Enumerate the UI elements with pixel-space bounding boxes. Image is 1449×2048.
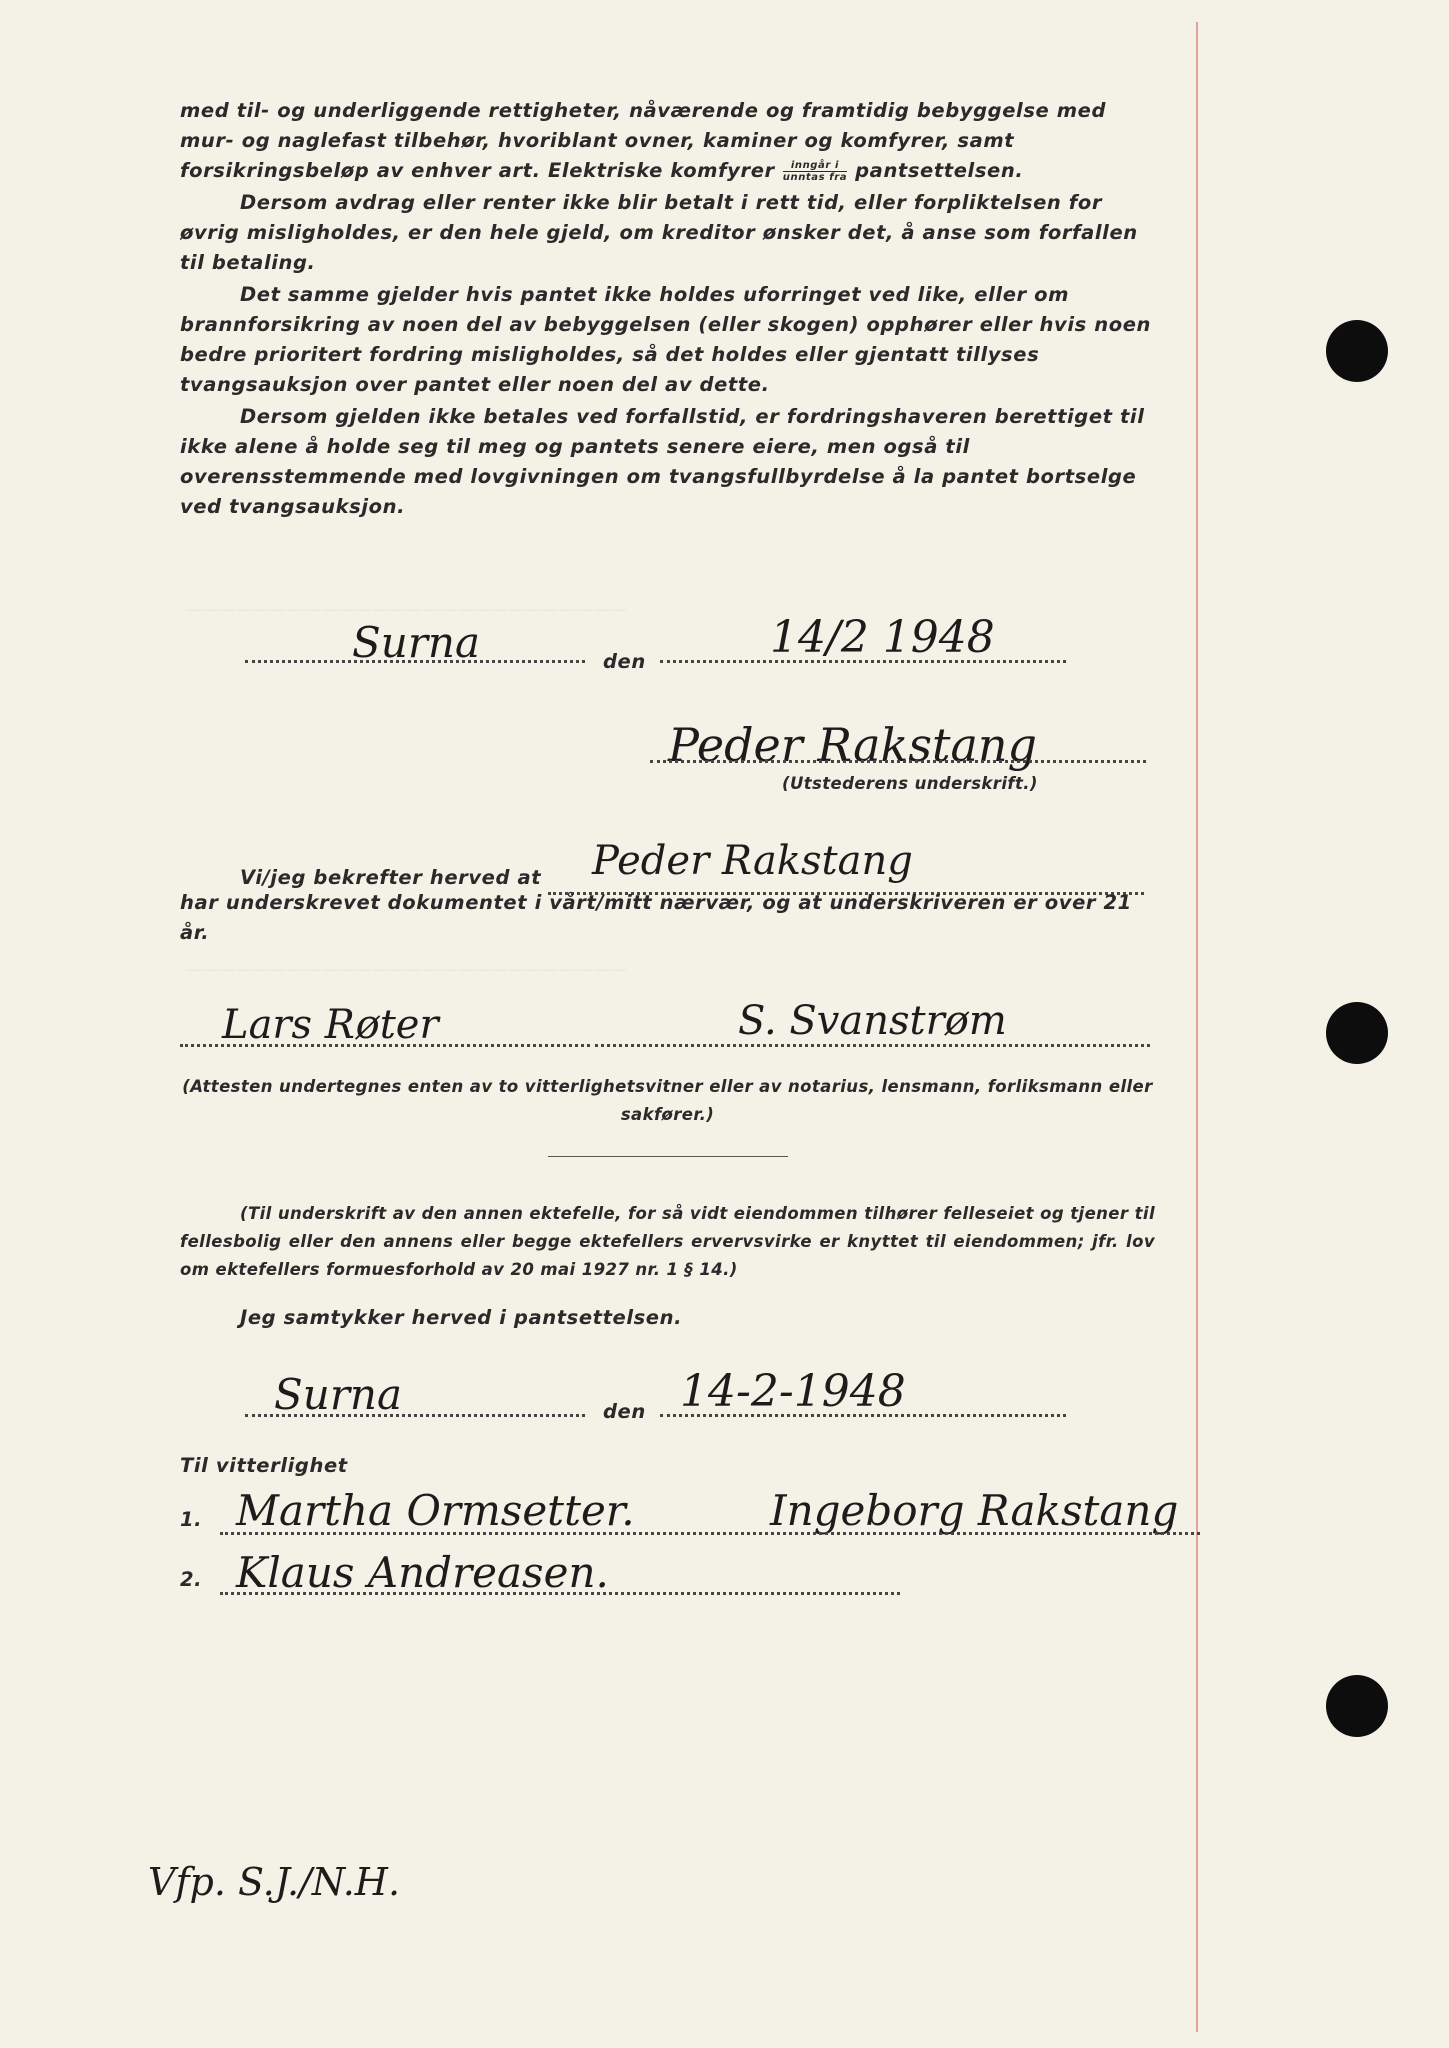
margin-rule [1196,22,1198,2032]
vitterlighet-witness-1: Martha Ormsetter. [236,1486,635,1535]
fraction-choice: $\frac{\text{inngår i}}{\text{unntas fra}}$ [782,160,848,183]
issuer-caption: (Utstederens underskrift.) [782,774,1038,793]
spouse-signature: Ingeborg Rakstang [770,1486,1179,1535]
punch-hole [1326,320,1388,382]
witness-signature-1: Lars Røter [222,1002,439,1048]
witness-note: (Attesten undertegnes enten av to vitterlighetsvitner eller av notarius, lensmann, forliksmann eller sakfører.) [182,1077,1153,1124]
witness-number-1: 1. [180,1508,203,1531]
punch-hole [1326,1002,1388,1064]
vitterlighet-witness-2: Klaus Andreasen. [236,1548,609,1597]
punch-hole [1326,1675,1388,1737]
witness-line-2 [220,1592,900,1595]
date-handwritten-2: 14-2-1948 [680,1366,906,1417]
den-label: den [603,650,646,673]
paragraph-default: Dersom avdrag eller renter ikke blir betalt i rett tid, eller forpliktelsen for øvrig misligholdes, er den hele gjeld, om kreditor ønsker det, å anse som forfallen til betaling. [180,191,1138,274]
witness-line-1 [220,1532,1200,1535]
paragraph-enforcement: Dersom gjelden ikke betales ved forfallstid, er fordringshaveren berettiget til ikke alene å holde seg til meg og pantets senere eiere, men også til overensstemmende med lovgivningen om tvangsfullbyrdelse å la pantet bortselge ved tvangsauksjon. [180,405,1145,518]
place-dotted-line-2 [245,1414,585,1417]
date-dotted-line-2 [660,1414,1066,1417]
place-handwritten-2: Surna [274,1370,402,1419]
witness-dotted-line-2 [595,1044,1150,1047]
place-dotted-line [245,660,585,663]
witness-signature-2: S. Svanstrøm [738,998,1007,1044]
paragraph-property: med til- og underliggende rettigheter, nåværende og framtidig bebyggelse med mur- og naglefast tilbehør, hvoriblant ovner, kaminer og komfyrer, samt forsikringsbeløp av enhver art. Elektriske komfyrer $\frac{\text{inngår i}}{\text{unntas fra}}$ pantsettelsen. [180,99,1107,183]
witness-dotted-line-1 [180,1044,590,1047]
confirm-text: har underskrevet dokumentet i vårt/mitt nærvær, og at underskriveren er over 21 år. [180,891,1132,944]
footer-note: Vfp. S.J./N.H. [148,1860,401,1904]
confirm-prefix: Vi/jeg bekrefter herved at [240,866,542,889]
place-handwritten: Surna [352,618,480,667]
issuer-signature: Peder Rakstang [668,718,1037,772]
signature-dotted-line [650,760,1146,763]
confirm-name-handwritten: Peder Rakstang [592,838,913,884]
den-label-2: den [603,1400,646,1423]
bleed-through: —————————————————————————— [185,960,627,980]
vitterlighet-heading: Til vitterlighet [180,1454,348,1477]
paragraph-condition: Det samme gjelder hvis pantet ikke holdes uforringet ved like, eller om brannforsikring av noen del av bebyggelsen (eller skogen) opphører eller hvis noen bedre prioritert fordring misligholdes, så det holdes eller gjentatt tillyses tvangsauksjon over pantet eller noen del av dette. [180,283,1152,396]
section-divider [548,1156,788,1157]
date-handwritten: 14/2 1948 [770,612,995,663]
consent-text: Jeg samtykker herved i pantsettelsen. [240,1306,683,1329]
bleed-through: —————————————————————————— [185,600,627,620]
witness-number-2: 2. [180,1568,203,1591]
date-dotted-line [660,660,1066,663]
spouse-note: (Til underskrift av den annen ektefelle, for så vidt eiendommen tilhører felleseiet og tjener til fellesbolig eller den annens eller begge ektefellers ervervsvirke er knyttet til eiendommen; jfr. lov om ektefellers formuesforhold av 20 mai 1927 nr. 1 § 14.) [180,1204,1155,1279]
